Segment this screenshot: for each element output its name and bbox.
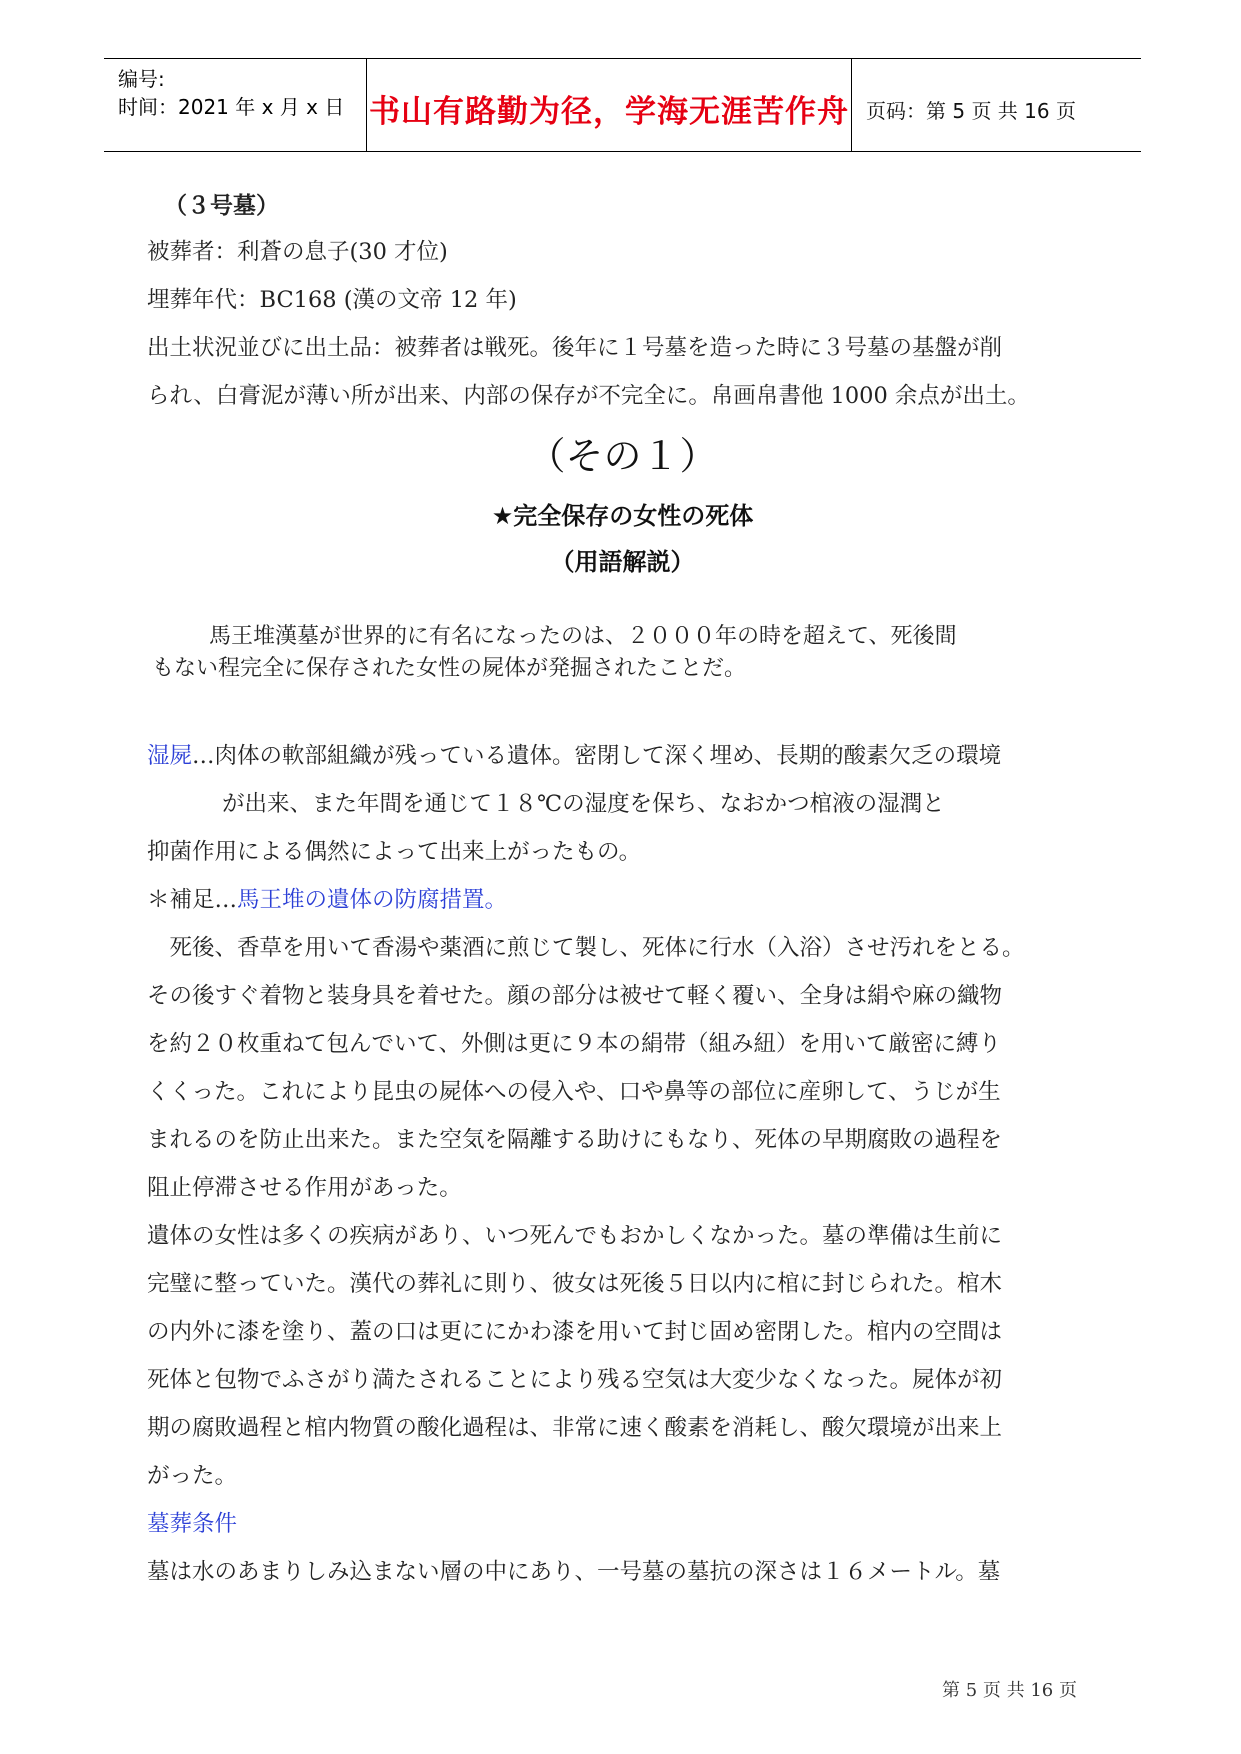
section-subsubheading: （用語解説） bbox=[550, 548, 695, 576]
wet-corpse-line1 bbox=[147, 740, 1001, 772]
wet-corpse-line2: が出来、また年間を通じて１８℃の湿度を保ち、なおかつ棺液の湿潤と bbox=[222, 791, 945, 817]
paragraph2-line: 期の腐敗過程と棺内物質の酸化過程は、非常に速く酸素を消耗し、酸欠環境が出来上 bbox=[147, 1415, 1003, 1441]
burial-conditions-heading[interactable]: 墓葬条件 bbox=[147, 1511, 238, 1537]
tomb3-title: （３号墓） bbox=[164, 192, 279, 219]
tomb3-excavation-line1: 出土状況並びに出土品：被葬者は戦死。後年に１号墓を造った時に３号墓の基盤が削 bbox=[147, 335, 1003, 361]
supplement-link[interactable]: 馬王堆の遺体の防腐措置。 bbox=[237, 887, 508, 913]
paragraph1-line: を約２０枚重ねて包んでいて、外側は更に９本の絹帯（組み紐）を用いて厳密に縛り bbox=[147, 1031, 1001, 1057]
section-heading: （その１） bbox=[527, 434, 718, 478]
tomb3-excavation-line2: られ、白膏泥が薄い所が出来、内部の保存が不完全に。帛画帛書他 1000 余点が出土。 bbox=[147, 383, 1030, 409]
wet-corpse-line3: 抑菌作用による偶然によって出来上がったもの。 bbox=[147, 839, 642, 865]
paragraph2-line: がった。 bbox=[147, 1463, 238, 1489]
paragraph1-line: まれるのを防止出来た。また空気を隔離する助けにもなり、死体の早期腐敗の過程を bbox=[147, 1127, 1003, 1153]
header-info-cell bbox=[104, 59, 366, 151]
paragraph1-line: くくった。これにより昆虫の屍体への侵入や、口や鼻等の部位に産卵して、うじが生 bbox=[147, 1079, 1001, 1105]
paragraph2-line: 死体と包物でふさがり満たされることにより残る空気は大変少なくなった。屍体が初 bbox=[147, 1367, 1003, 1393]
paragraph1-line: 死後、香草を用いて香湯や薬酒に煎じて製し、死体に行水（入浴）させ汚れをとる。 bbox=[147, 935, 1025, 961]
page-footer: 第 5 页 共 16 页 bbox=[942, 1680, 1077, 1701]
wet-corpse-definition: …肉体の軟部組織が残っている遺体。密閉して深く埋め、長期的酸素欠乏の環境 bbox=[192, 743, 1002, 769]
document-time-label: 时间：2021 年 x 月 x 日 bbox=[118, 95, 345, 119]
paragraph1-line: 阻止停滞させる作用があった。 bbox=[147, 1175, 462, 1201]
burial-conditions-line1: 墓は水のあまりしみ込まない層の中にあり、一号墓の墓抗の深さは１６メートル。墓 bbox=[147, 1559, 1001, 1585]
header-page-cell bbox=[852, 59, 1141, 151]
paragraph2-line: 遺体の女性は多くの疾病があり、いつ死んでもおかしくなかった。墓の準備は生前に bbox=[147, 1223, 1003, 1249]
supplement-line bbox=[147, 884, 507, 916]
section-subheading: ★完全保存の女性の死体 bbox=[491, 502, 754, 530]
paragraph2-line: の内外に漆を塗り、蓋の口は更ににかわ漆を用いて封じ固め密閉した。棺内の空間は bbox=[147, 1319, 1003, 1345]
header-motto-cell bbox=[366, 59, 852, 151]
header-motto: 书山有路勤为径，学海无涯苦作舟 bbox=[369, 94, 849, 130]
intro-line2: もない程完全に保存された女性の屍体が発掘されたことだ。 bbox=[152, 656, 747, 681]
wet-corpse-term: 湿屍 bbox=[147, 743, 193, 769]
paragraph1-line: その後すぐ着物と装身具を着せた。顔の部分は被せて軽く覆い、全身は絹や麻の織物 bbox=[147, 983, 1003, 1009]
supplement-prefix: ＊補足… bbox=[147, 887, 238, 913]
tomb3-buried: 被葬者：利蒼の息子(30 才位) bbox=[147, 239, 448, 265]
paragraph2-line: 完璧に整っていた。漢代の葬礼に則り、彼女は死後５日以内に棺に封じられた。棺木 bbox=[147, 1271, 1003, 1297]
tomb3-date: 埋葬年代：BC168 (漢の文帝 12 年) bbox=[147, 287, 517, 313]
page-header bbox=[104, 58, 1141, 152]
header-page-number: 页码：第 5 页 共 16 页 bbox=[866, 99, 1076, 123]
document-number-label: 编号: bbox=[118, 67, 165, 91]
intro-line1: 馬王堆漢墓が世界的に有名になったのは、２０００年の時を超えて、死後間 bbox=[209, 624, 957, 649]
